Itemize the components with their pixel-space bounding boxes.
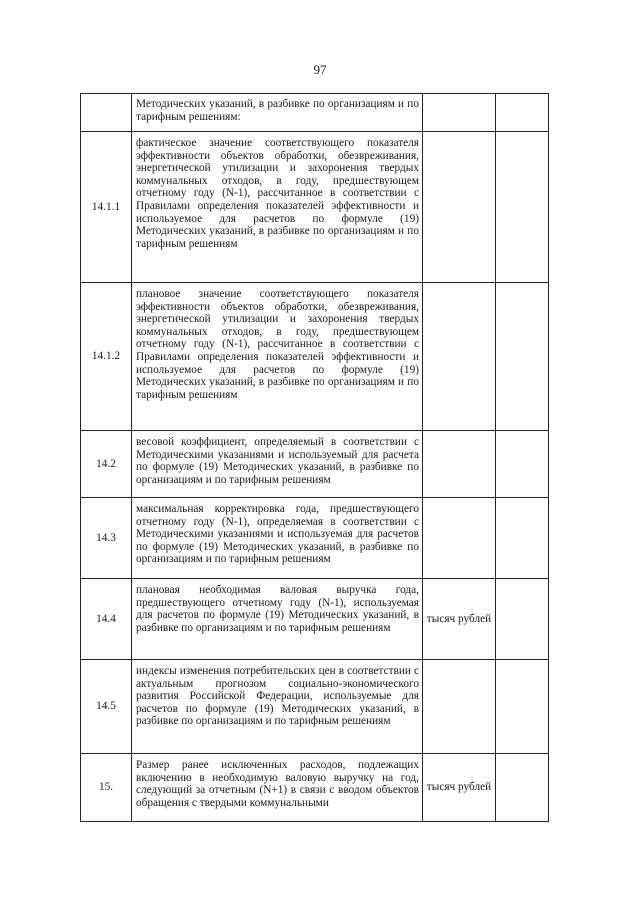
row-description: плановая необходимая валовая выручка года, предшествующего отчетному году (N-1), используемая для расчетов по формуле (19) Методических указаний, в разбивке по организациям и по тарифным решениям [132,579,423,660]
row-number: 14.1.1 [81,132,132,283]
row-number: 14.1.2 [81,283,132,431]
table-row [81,754,549,822]
table-row [81,431,549,498]
row-unit [423,431,496,498]
row-number: 14.4 [81,579,132,660]
row-unit: тысяч рублей [423,754,496,822]
row-description: фактическое значение соответствующего показателя эффективности объектов обработки, обезвреживания, энергетической утилизации и захоронения твердых коммунальных отходов, в году, предшествующем отчетному году (N-1), рассчитанное в соответствии с Правилами определения показателей эффективности и используемое для расчетов по формуле (19) Методических указаний, в разбивке по организациям и по тарифным решениям [132,132,423,283]
page-number: 97 [313,62,327,77]
table-row [81,660,549,754]
row-number: 14.2 [81,431,132,498]
row-unit: тысяч рублей [423,579,496,660]
table-row [81,579,549,660]
row-description: плановое значение соответствующего показателя эффективности объектов обработки, обезвреживания, энергетической утилизации и захоронения твердых коммунальных отходов, в году, предшествующем отчетному году (N-1), рассчитанное в соответствии с Правилами определения показателей эффективности и используемое для расчетов по формуле (19) Методических указаний, в разбивке по организациям и по тарифным решениям [132,283,423,431]
row-description: максимальная корректировка года, предшествующего отчетному году (N-1), определяемая в соответствии с Методическими указаниями и используемая для расчетов по формуле (19) Методических указаний, в разбивке по организациям и по тарифным решениям [132,498,423,579]
table-row [81,132,549,283]
table-row [81,498,549,579]
row-description: Размер ранее исключенных расходов, подлежащих включению в необходимую валовую выручку на год, следующий за отчетным (N+1) в связи с вводом объектов обращения с твердыми коммунальными [132,754,423,822]
row-description: весовой коэффициент, определяемый в соответствии с Методическими указаниями и используемый для расчета по формуле (19) Методических указаний, в разбивке по организациям и по тарифным решениям [132,431,423,498]
row-description: Методических указаний, в разбивке по организациям и по тарифным решениям: [132,94,423,132]
row-value-cell [496,579,549,660]
row-number [81,94,132,132]
row-description: индексы изменения потребительских цен в соответствии с актуальным прогнозом социально-экономического развития Российской Федерации, используемые для расчетов по формуле (19) Методических указаний, в разбивке по организациям и по тарифным решениям [132,660,423,754]
row-unit [423,132,496,283]
indicator-table [80,93,549,822]
row-value-cell [496,754,549,822]
row-number: 14.5 [81,660,132,754]
row-value-cell [496,94,549,132]
row-value-cell [496,660,549,754]
row-number: 15. [81,754,132,822]
table-row [81,94,549,132]
row-unit [423,283,496,431]
row-value-cell [496,498,549,579]
row-value-cell [496,283,549,431]
row-value-cell [496,132,549,283]
row-number: 14.3 [81,498,132,579]
table-row [81,283,549,431]
row-unit [423,94,496,132]
row-unit [423,498,496,579]
row-value-cell [496,431,549,498]
row-unit [423,660,496,754]
